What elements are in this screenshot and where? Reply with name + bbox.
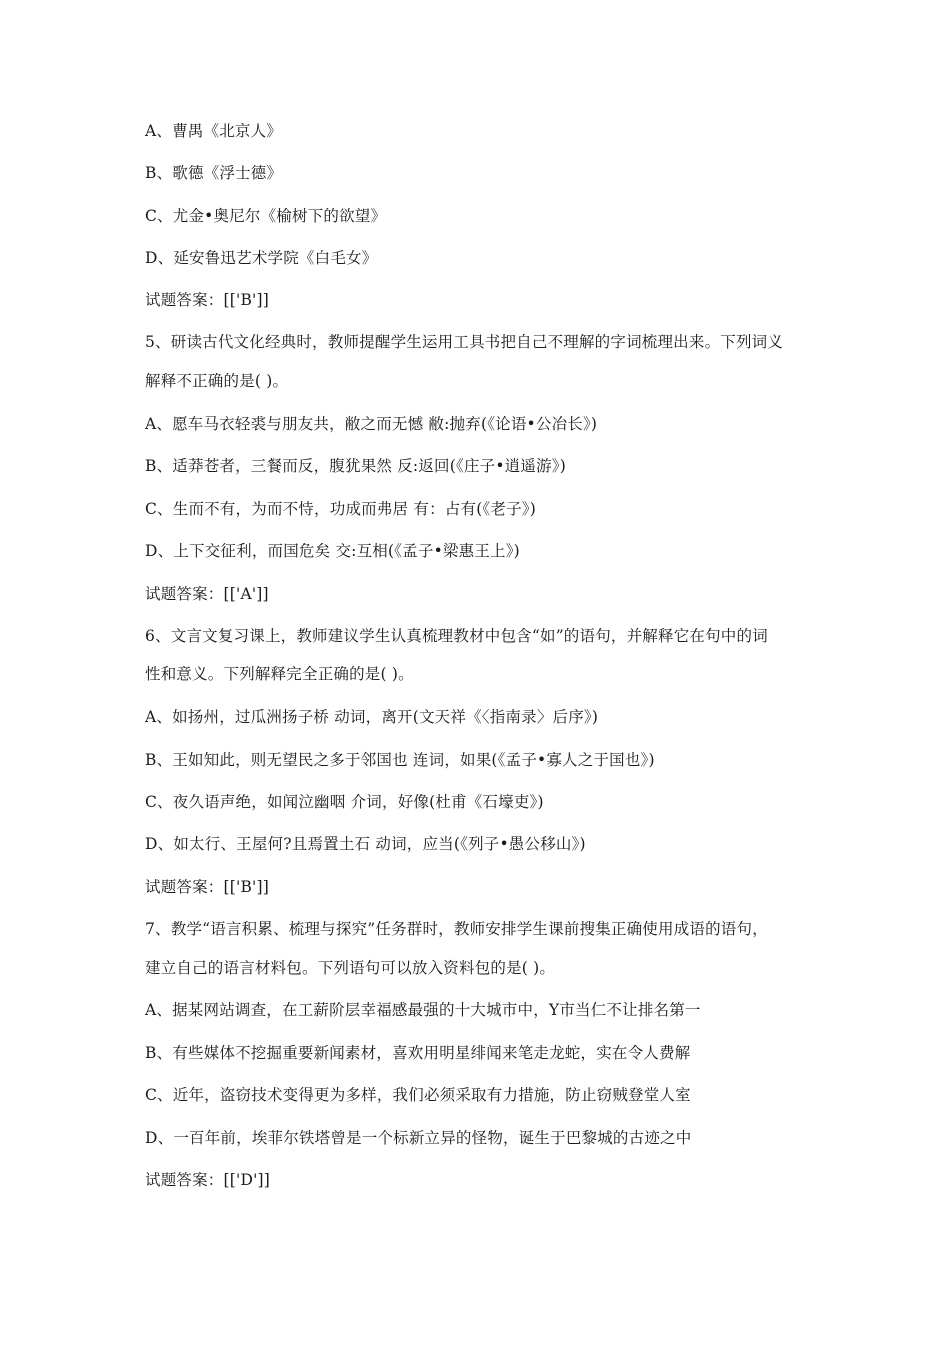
q4-option-a: A、曹禺《北京人》 bbox=[145, 122, 282, 140]
q7-option-b: B、有些媒体不挖掘重要新闻素材，喜欢用明星绯闻来笔走龙蛇，实在令人费解 bbox=[145, 1044, 691, 1062]
q4-option-d: D、延安鲁迅艺术学院《白毛女》 bbox=[145, 249, 378, 267]
q5-stem-line1: 5、研读古代文化经典时，教师提醒学生运用工具书把自己不理解的字词梳理出来。下列词义 bbox=[145, 333, 784, 351]
q5-answer: 试题答案：[['A']] bbox=[145, 585, 269, 603]
q7-stem-line1: 7、教学“语言积累、梳理与探究”任务群时，教师安排学生课前搜集正确使用成语的语句， bbox=[145, 920, 768, 938]
q7-option-a: A、据某网站调查，在工薪阶层幸福感最强的十大城市中，Y市当仁不让排名第一 bbox=[145, 1001, 701, 1019]
q6-stem-line2: 性和意义。下列解释完全正确的是( )。 bbox=[145, 665, 414, 683]
q4-answer: 试题答案：[['B']] bbox=[145, 291, 270, 309]
q7-stem-line2: 建立自己的语言材料包。下列语句可以放入资料包的是( )。 bbox=[145, 959, 556, 977]
q7-answer: 试题答案：[['D']] bbox=[145, 1171, 271, 1189]
q5-option-c: C、生而不有，为而不恃，功成而弗居 有：占有(《老子》) bbox=[145, 500, 536, 518]
q6-answer: 试题答案：[['B']] bbox=[145, 878, 270, 896]
q6-option-b: B、王如知此，则无望民之多于邻国也 连词，如果(《孟子•寡人之于国也》) bbox=[145, 751, 655, 769]
q5-option-d: D、上下交征利，而国危矣 交:互相(《孟子•梁惠王上》) bbox=[145, 542, 520, 560]
q6-option-d: D、如太行、王屋何?且焉置土石 动词，应当(《列子•愚公移山》) bbox=[145, 835, 586, 853]
q7-option-d: D、一百年前，埃菲尔铁塔曾是一个标新立异的怪物，诞生于巴黎城的古迹之中 bbox=[145, 1129, 692, 1147]
q5-option-a: A、愿车马衣轻裘与朋友共，敝之而无憾 敝:抛弃(《论语•公冶长》) bbox=[145, 415, 598, 433]
q5-stem-line2: 解释不正确的是( )。 bbox=[145, 372, 289, 390]
q5-option-b: B、适莽苍者，三餐而反，腹犹果然 反:返回(《庄子•逍遥游》) bbox=[145, 457, 566, 475]
q7-option-c: C、近年，盗窃技术变得更为多样，我们必须采取有力措施，防止窃贼登堂人室 bbox=[145, 1086, 691, 1104]
q6-stem-line1: 6、文言文复习课上，教师建议学生认真梳理教材中包含“如”的语句，并解释它在句中的词 bbox=[145, 627, 768, 645]
q6-option-a: A、如扬州，过瓜洲扬子桥 动词，离开(文天祥《〈指南录〉后序》) bbox=[145, 708, 599, 726]
q4-option-c: C、尤金•奥尼尔《榆树下的欲望》 bbox=[145, 207, 387, 225]
q4-option-b: B、歌德《浮士德》 bbox=[145, 164, 283, 182]
q6-option-c: C、夜久语声绝，如闻泣幽咽 介词，好像(杜甫《石壕吏》) bbox=[145, 793, 544, 811]
